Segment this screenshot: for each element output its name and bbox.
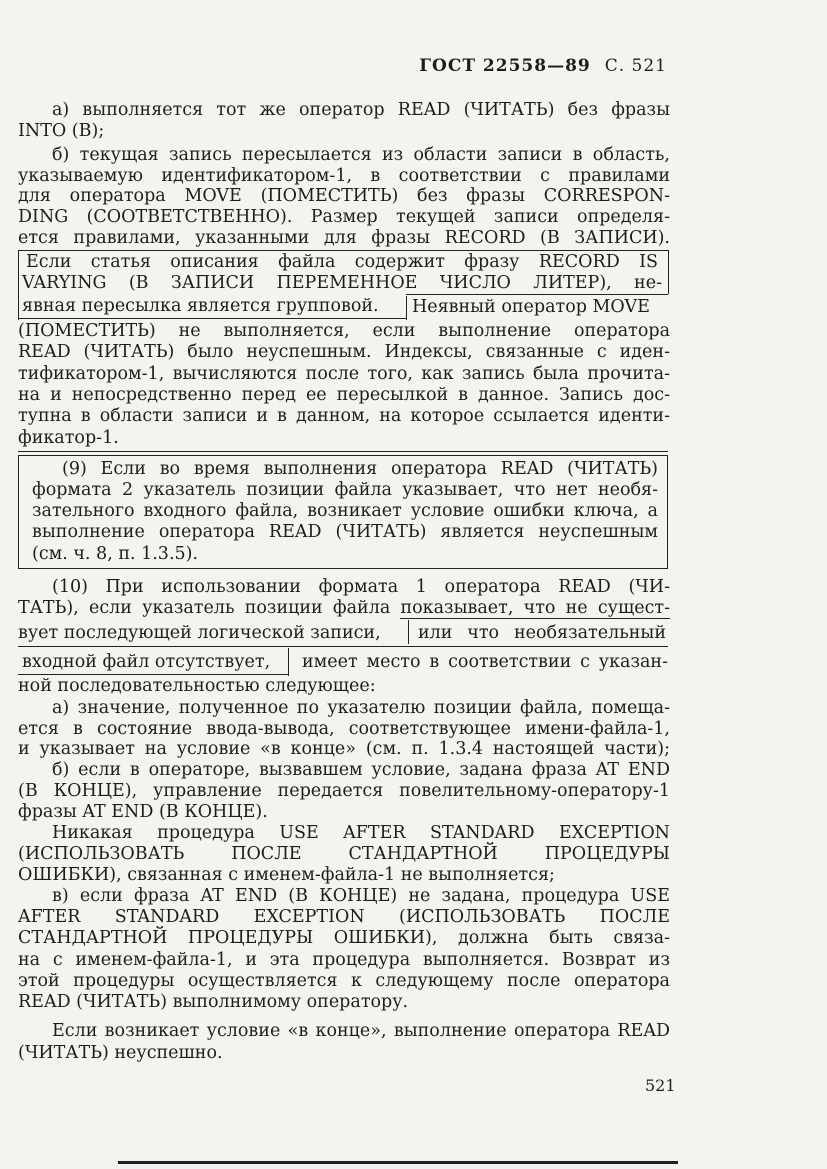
boxed-text-line: VARYING (В ЗАПИСИ ПЕРЕМЕННОЕ ЧИСЛО ЛИТЕР), не- xyxy=(22,273,662,293)
text-line: ется правилами, указанными для фразы RECORD (В ЗАПИСИ). xyxy=(18,228,670,248)
header-page-ref: С. 521 xyxy=(604,56,667,76)
text-line: (ЧИТАТЬ) неуспешно. xyxy=(18,1043,223,1063)
box-rule xyxy=(18,318,406,319)
text-line: тупна в области записи и в данном, на которое ссылается иденти- xyxy=(18,406,670,426)
boxed-text-line: Если статья описания файла содержит фразу RECORD IS xyxy=(26,252,658,272)
boxed-text-line: (9) Если во время выполнения оператора READ (ЧИТАТЬ) xyxy=(62,459,658,479)
text-line: фразы AT END (В КОНЦЕ). xyxy=(18,802,268,822)
boxed-text-line: выполнение оператора READ (ЧИТАТЬ) является неуспешным xyxy=(32,522,658,542)
text-line: AFTER STANDARD EXCEPTION (ИСПОЛЬЗОВАТЬ ПОСЛЕ xyxy=(18,907,670,927)
boxed-text-line: входной файл отсутствует, xyxy=(22,652,271,672)
text-line: вует последующей логической записи, xyxy=(18,623,381,643)
text-line: указываемую идентификатором-1, в соответствии с правилами xyxy=(18,166,670,186)
boxed-text-line: формата 2 указатель позиции файла указывает, что нет необя- xyxy=(32,480,658,500)
text-line: б) текущая запись пересылается из области записи в область, xyxy=(52,145,670,165)
box-rule xyxy=(18,250,19,320)
box-rule xyxy=(408,620,409,644)
text-line: (В КОНЦЕ), управление передается повелительному-оператору-1 xyxy=(18,781,670,801)
text-line: и указывает на условие «в конце» (см. п. 1.3.4 настоящей части); xyxy=(18,739,670,759)
text-line: для оператора MOVE (ПОМЕСТИТЬ) без фразы CORRESPON- xyxy=(18,186,670,206)
text-line: ТАТЬ), если указатель позиции файла показывает, что не сущест- xyxy=(18,598,670,618)
text-line: Неявный оператор MOVE xyxy=(412,297,650,317)
bottom-rule xyxy=(118,1161,678,1164)
box-rule xyxy=(406,294,668,295)
text-line: INTO (B); xyxy=(18,121,105,141)
text-line: б) если в операторе, вызвавшем условие, задана фраза AT END xyxy=(52,760,670,780)
text-line: READ (ЧИТАТЬ) было неуспешным. Индексы, связанные с иден- xyxy=(18,342,670,362)
box-rule xyxy=(668,250,669,294)
text-line: а) выполняется тот же оператор READ (ЧИТАТЬ) без фразы xyxy=(52,100,670,120)
text-line: ОШИБКИ), связанная с именем-файла-1 не выполняется; xyxy=(18,865,555,885)
text-line: (10) При использовании формата 1 оператора READ (ЧИ- xyxy=(52,577,670,597)
text-line: тификатором-1, вычисляются после того, как запись была прочита- xyxy=(18,364,670,384)
text-line: DING (СООТВЕТСТВЕННО). Размер текущей записи определя- xyxy=(18,207,670,227)
text-line: ной последовательностью следующее: xyxy=(18,676,376,696)
box-rule xyxy=(288,648,289,676)
text-line: в) если фраза AT END (В КОНЦЕ) не задана, процедура USE xyxy=(52,886,670,906)
text-line: ется в состояние ввода-вывода, соответствующее имени-файла-1, xyxy=(18,719,670,739)
box-rule xyxy=(18,451,668,452)
text-line: на и непосредственно перед ее пересылкой в данное. Запись дос- xyxy=(18,385,670,405)
box-rule xyxy=(18,674,288,675)
text-line: фикатор-1. xyxy=(18,428,119,448)
box-rule xyxy=(406,296,407,320)
box-rule xyxy=(400,618,670,619)
text-line: (ИСПОЛЬЗОВАТЬ ПОСЛЕ СТАНДАРТНОЙ ПРОЦЕДУРЫ xyxy=(18,844,670,864)
text-line: этой процедуры осуществляется к следующему после оператора xyxy=(18,971,670,991)
box-rule xyxy=(18,250,668,251)
boxed-text-line: или что необязательный xyxy=(418,623,666,643)
boxed-text-line: (см. ч. 8, п. 1.3.5). xyxy=(32,544,199,564)
standard-number: ГОСТ 22558—89 xyxy=(419,56,591,76)
text-line: СТАНДАРТНОЙ ПРОЦЕДУРЫ ОШИБКИ), должна быть связа- xyxy=(18,928,670,948)
text-line: Если возникает условие «в конце», выполнение оператора READ xyxy=(52,1021,670,1041)
text-line: на с именем-файла-1, и эта процедура выполняется. Возврат из xyxy=(18,950,670,970)
text-line: Никакая процедура USE AFTER STANDARD EXCEPTION xyxy=(52,823,670,843)
page-number: 521 xyxy=(645,1076,676,1095)
boxed-text-line: зательного входного файла, возникает условие ошибки ключа, а xyxy=(32,501,658,521)
box-rule xyxy=(18,646,668,647)
text-line: имеет место в соответствии с указан- xyxy=(302,652,668,672)
text-line: READ (ЧИТАТЬ) выполнимому оператору. xyxy=(18,992,409,1012)
text-line: а) значение, полученное по указателю позиции файла, помеща- xyxy=(52,698,670,718)
boxed-text-line: явная пересылка является групповой. xyxy=(22,296,379,316)
page-header xyxy=(419,56,667,76)
text-line: (ПОМЕСТИТЬ) не выполняется, если выполнение оператора xyxy=(18,321,670,341)
